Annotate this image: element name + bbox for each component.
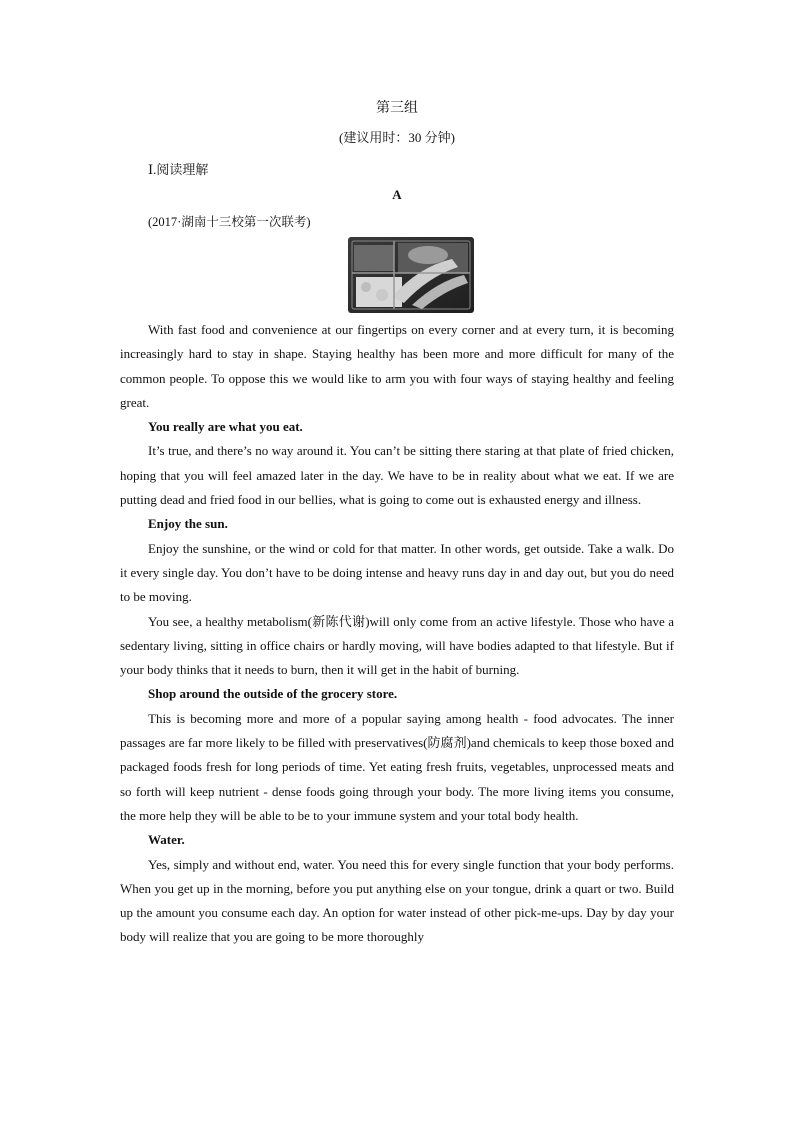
paragraph-6: Yes, simply and without end, water. You need this for every single function that your body performs. When you get up in the morning, before you put anything else on your tongue, drink a quart or two. Build up the amount you consume each day. An option for water instead of other pick-me-ups. Day by day your body will realize that you are going to be more thoroughly (120, 856, 674, 945)
paragraph-2: It’s true, and there’s no way around it. You can’t be sitting there staring at that plate of fried chicken, hoping that you will feel amazed later in the day. We have to be in reality about what we eat. If we are putting dead and fried food in our bellies, what is going to come out is exhausted energy and illness. (120, 443, 674, 508)
passage-label: A (392, 187, 402, 202)
heading-2: Enjoy the sun. (148, 516, 228, 532)
paragraph-5: This is becoming more and more of a popular saying among health - food advocates. The inner passages are far more likely to be filled with preservatives(防腐剂)and chemicals to keep those boxed and packaged foods fresh for long periods of time. Yet eating fresh fruits, vegetables, unprocessed meats and so forth will keep nutrient - dense foods going through your body. The more living items you consume, the more help they will be able to be to your immune system and your total body health. (120, 710, 674, 823)
heading-4: Water. (148, 832, 185, 848)
heading-3: Shop around the outside of the grocery store. (148, 686, 398, 702)
paragraph-3: Enjoy the sunshine, or the wind or cold for that matter. In other words, get outside. Take a walk. Do it every single day. You don’t have to be doing intense and heavy runs day in and day out, but you do need to be moving. (120, 540, 674, 605)
heading-1: You really are what you eat. (148, 419, 303, 435)
food-photo-icon (348, 237, 474, 313)
paragraph-1: With fast food and convenience at our fingertips on every corner and at every turn, it is becoming increasingly hard to stay in shape. Staying healthy has been more and more difficult for many of the common people. To oppose this we would like to arm you with four ways of staying healthy and feeling great. (120, 322, 674, 410)
paragraph-4: You see, a healthy metabolism(新陈代谢)will only come from an active lifestyle. Those who have a sedentary living, sitting in office chairs or hardly moving, will have bodies adapted to that lifestyle. But if your body thinks that it needs to burn, then it will get in the habit of burning. (120, 613, 674, 678)
time-suggestion: (建议用时：30 分钟) (339, 130, 455, 145)
passage-body (120, 318, 674, 950)
section-label: Ⅰ.阅读理解 (148, 162, 209, 177)
page-title: 第三组 (376, 101, 418, 116)
source-label: (2017·湖南十三校第一次联考) (148, 215, 311, 229)
